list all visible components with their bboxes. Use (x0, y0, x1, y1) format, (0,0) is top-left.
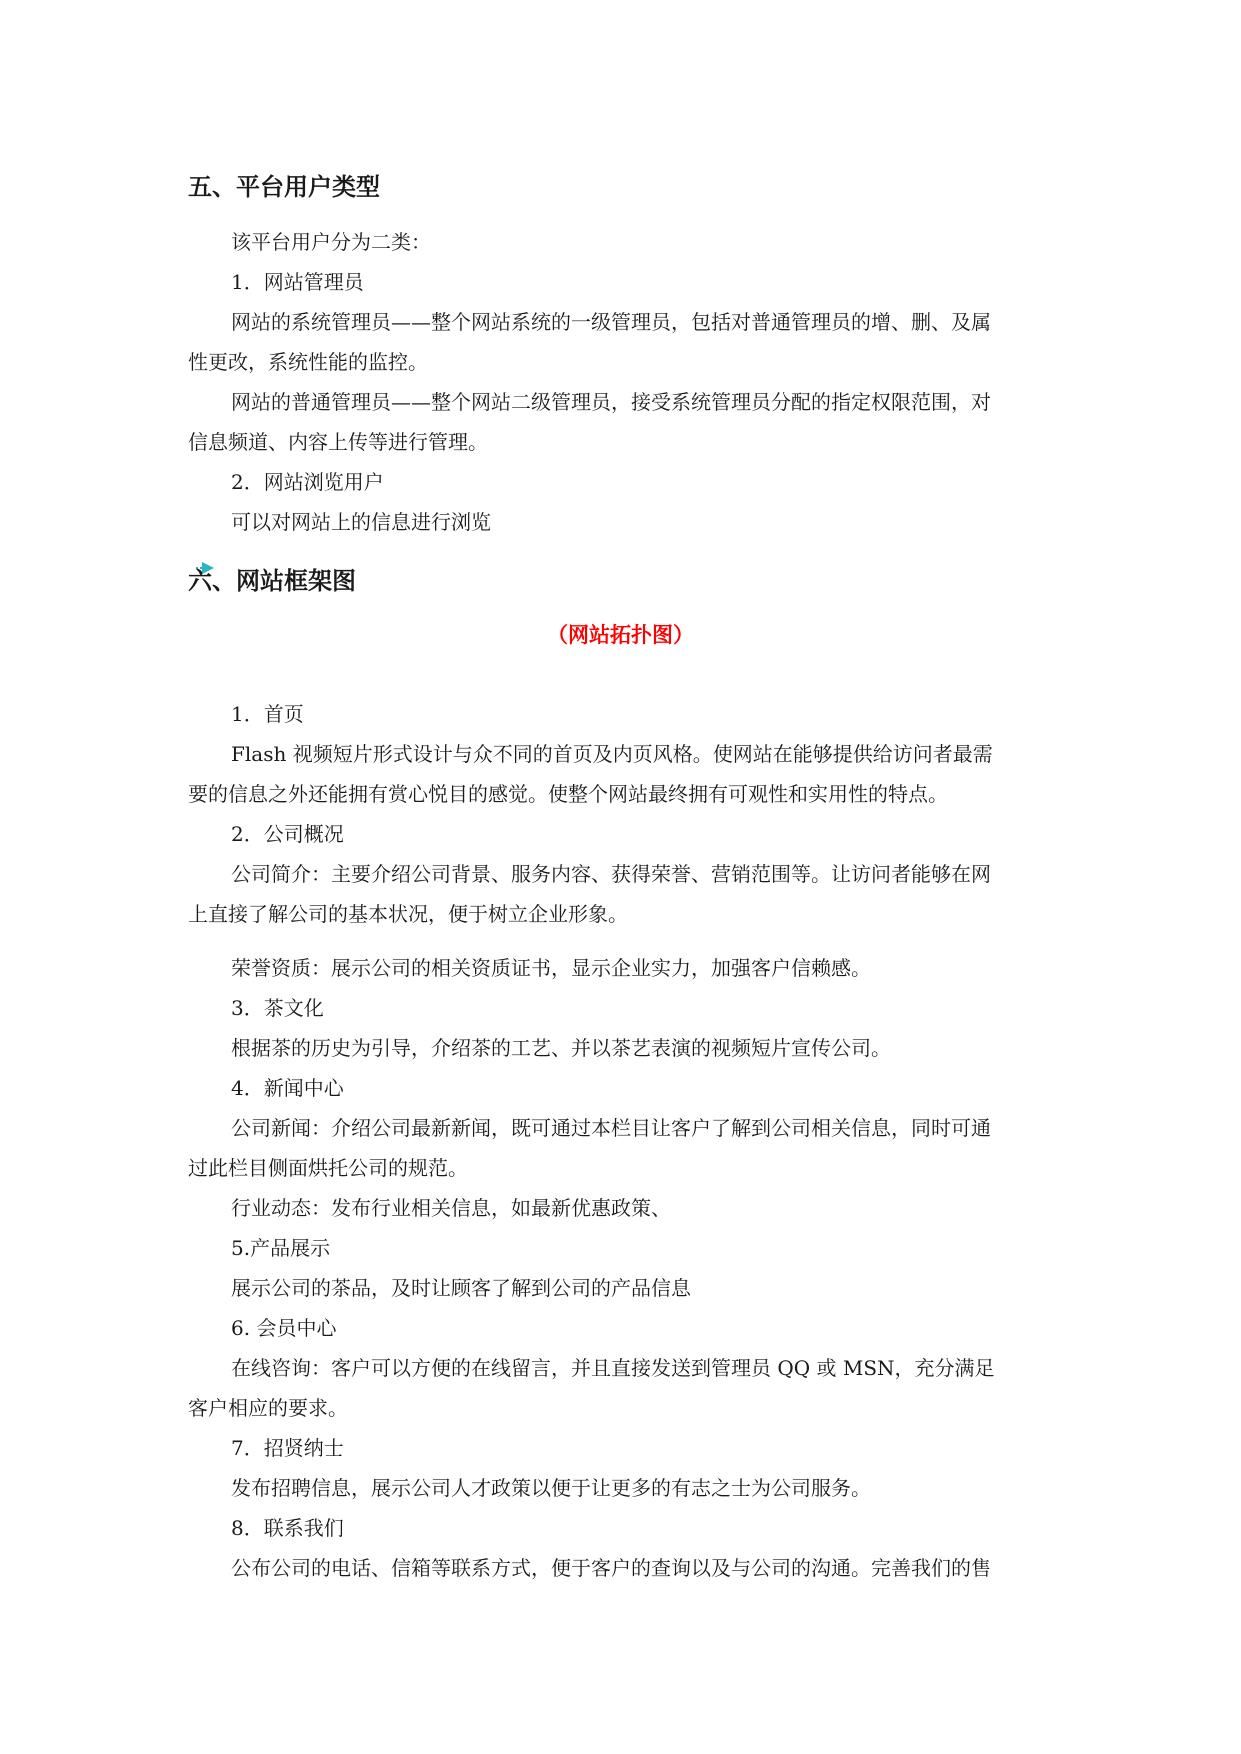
section-5-heading: 五、平台用户类型 (188, 173, 380, 201)
user-type-2-title: 2．网站浏览用户 (231, 470, 384, 494)
module-title-tea-culture: 3．茶文化 (231, 996, 324, 1020)
paragraph-line: 荣誉资质：展示公司的相关资质证书，显示企业实力，加强客户信赖感。 (231, 956, 871, 980)
paragraph-line: 要的信息之外还能拥有赏心悦目的感觉。使整个网站最终拥有可观性和实用性的特点。 (188, 782, 948, 806)
module-title-news: 4．新闻中心 (231, 1076, 344, 1100)
module-title-company: 2．公司概况 (231, 822, 344, 846)
paragraph-line: 发布招聘信息，展示公司人才政策以便于让更多的有志之士为公司服务。 (231, 1476, 871, 1500)
paragraph-line: 在线咨询：客户可以方便的在线留言，并且直接发送到管理员 QQ 或 MSN，充分满足 (231, 1356, 995, 1380)
paragraph-line: 网站的系统管理员——整个网站系统的一级管理员，包括对普通管理员的增、删、及属 (231, 310, 991, 334)
paragraph-line: Flash 视频短片形式设计与众不同的首页及内页风格。使网站在能够提供给访问者最需 (231, 742, 993, 766)
section-5-intro: 该平台用户分为二类： (231, 230, 431, 254)
diagram-title: （网站拓扑图） (547, 622, 694, 647)
section-6-heading: 六、网站框架图 (188, 567, 356, 595)
paragraph-line: 网站的普通管理员——整个网站二级管理员，接受系统管理员分配的指定权限范围，对 (231, 390, 991, 414)
paragraph-line: 公司简介：主要介绍公司背景、服务内容、获得荣誉、营销范围等。让访问者能够在网 (231, 862, 991, 886)
paragraph-line: 过此栏目侧面烘托公司的规范。 (188, 1156, 468, 1180)
paragraph-line: 展示公司的茶品，及时让顾客了解到公司的产品信息 (231, 1276, 691, 1300)
module-title-recruitment: 7．招贤纳士 (231, 1436, 344, 1460)
paragraph-line: 信息频道、内容上传等进行管理。 (188, 430, 488, 454)
user-type-1-title: 1．网站管理员 (231, 270, 364, 294)
paragraph-line: 根据茶的历史为引导，介绍茶的工艺、并以茶艺表演的视频短片宣传公司。 (231, 1036, 891, 1060)
paragraph-line: 上直接了解公司的基本状况，便于树立企业形象。 (188, 902, 628, 926)
module-title-contact: 8．联系我们 (231, 1516, 344, 1540)
paragraph-line: 可以对网站上的信息进行浏览 (231, 510, 491, 534)
paragraph-line: 客户相应的要求。 (188, 1396, 348, 1420)
module-title-home: 1．首页 (231, 702, 304, 726)
module-title-products: 5.产品展示 (231, 1236, 331, 1260)
paragraph-line: 公司新闻：介绍公司最新新闻，既可通过本栏目让客户了解到公司相关信息，同时可通 (231, 1116, 991, 1140)
paragraph-line: 性更改，系统性能的监控。 (188, 350, 428, 374)
paragraph-line: 行业动态：发布行业相关信息，如最新优惠政策、 (231, 1196, 671, 1220)
paragraph-line: 公布公司的电话、信箱等联系方式，便于客户的查询以及与公司的沟通。完善我们的售 (231, 1556, 991, 1580)
module-title-members: 6. 会员中心 (231, 1316, 337, 1340)
